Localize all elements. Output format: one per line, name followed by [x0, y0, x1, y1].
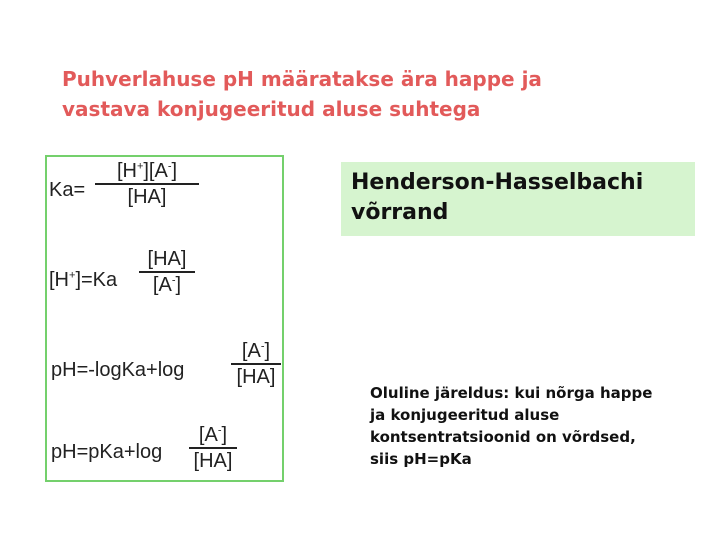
- formula-ph-pka-fraction: [189, 423, 237, 473]
- conclusion-note: [370, 382, 715, 470]
- formula-h-numerator: [HA]: [147, 248, 187, 270]
- formula-ka-numerator: [H+][A-]: [116, 160, 178, 182]
- slide-title: [62, 64, 682, 124]
- formula-h-lhs: [H+]=Ka: [49, 269, 118, 291]
- equation-name-line-2: võrrand: [351, 200, 449, 225]
- formula-box: [45, 155, 284, 482]
- formula-ph-pka-numerator: [A-]: [198, 424, 228, 446]
- formula-ka-fraction: [95, 159, 199, 209]
- formula-h: [49, 247, 279, 311]
- equation-name-box: [341, 162, 695, 236]
- conclusion-line-4: siis pH=pKa: [370, 450, 472, 468]
- equation-name-line-1: Henderson-Hasselbachi: [351, 170, 644, 195]
- formula-ph-logka-fraction: [231, 339, 281, 389]
- formula-ph-logka-numerator: [A-]: [241, 340, 271, 362]
- formula-ph-logka: [51, 339, 281, 403]
- formula-h-fraction: [139, 247, 195, 297]
- slide-title-line-2: vastava konjugeeritud aluse suhtega: [62, 97, 481, 121]
- slide-title-line-1: Puhverlahuse pH määratakse ära happe ja: [62, 67, 542, 91]
- formula-h-denominator: [A-]: [152, 274, 182, 296]
- formula-ph-pka-denominator: [HA]: [193, 450, 233, 472]
- formula-ka-lhs: Ka=: [49, 179, 86, 201]
- formula-ph-pka-lhs: pH=pKa+log: [51, 441, 163, 463]
- formula-ph-logka-lhs: pH=-logKa+log: [51, 359, 185, 381]
- formula-ka-denominator: [HA]: [127, 186, 167, 208]
- formula-ph-pka: [51, 423, 281, 483]
- formula-ph-logka-denominator: [HA]: [236, 366, 276, 388]
- conclusion-line-2: ja konjugeeritud aluse: [370, 406, 560, 424]
- formula-ka: [49, 159, 279, 223]
- conclusion-line-3: kontsentratsioonid on võrdsed,: [370, 428, 636, 446]
- conclusion-line-1: Oluline järeldus: kui nõrga happe: [370, 384, 653, 402]
